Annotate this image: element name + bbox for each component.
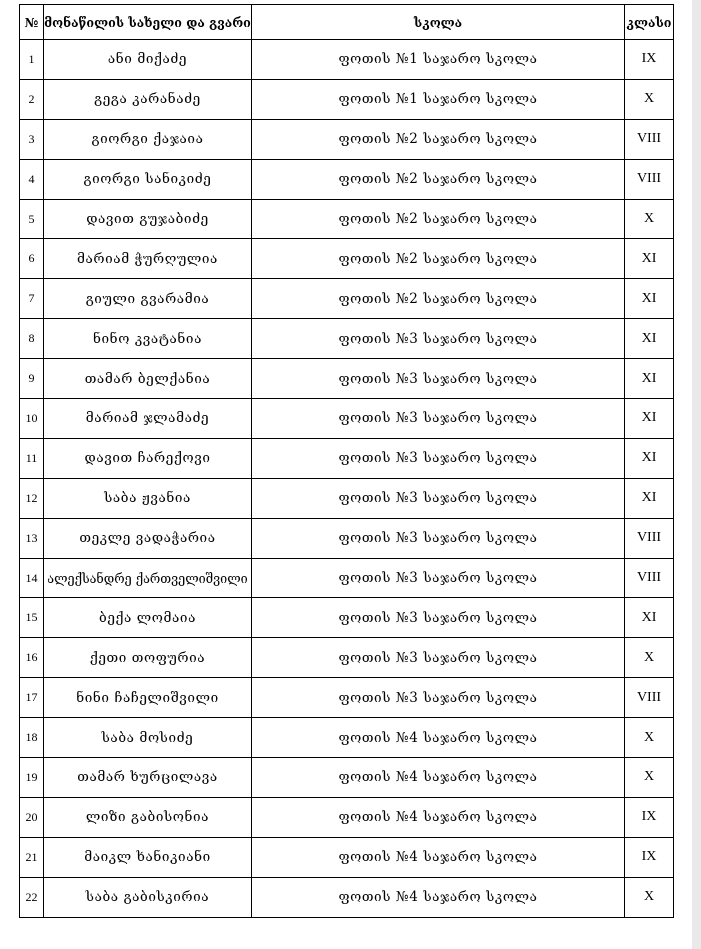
participant-name: ნინი ჩაჩელიშვილი xyxy=(44,678,252,718)
table-row xyxy=(20,638,674,678)
class-grade: XI xyxy=(625,319,674,359)
participant-name: მარიამ ჯლამაძე xyxy=(44,399,252,439)
row-number: 7 xyxy=(20,279,44,319)
row-number: 20 xyxy=(20,797,44,837)
class-grade: IX xyxy=(625,40,674,80)
class-grade: XI xyxy=(625,279,674,319)
class-grade: XI xyxy=(625,598,674,638)
table-row xyxy=(20,837,674,877)
participant-name: საბა გაბისკირია xyxy=(44,877,252,917)
row-number: 9 xyxy=(20,359,44,399)
row-number: 4 xyxy=(20,159,44,199)
class-grade: XI xyxy=(625,478,674,518)
table-row xyxy=(20,199,674,239)
row-number: 14 xyxy=(20,558,44,598)
row-number: 15 xyxy=(20,598,44,638)
row-number: 18 xyxy=(20,718,44,758)
participant-name: ანი მიქაძე xyxy=(44,40,252,80)
class-grade: X xyxy=(625,638,674,678)
table-row xyxy=(20,678,674,718)
participants-table xyxy=(19,4,674,918)
table-row xyxy=(20,438,674,478)
table-row xyxy=(20,399,674,439)
school-name: ფოთის №2 საჯარო სკოლა xyxy=(252,239,625,279)
header-number: № xyxy=(20,5,44,40)
school-name: ფოთის №3 საჯარო სკოლა xyxy=(252,558,625,598)
participant-name: ლიზი გაბისონია xyxy=(44,797,252,837)
school-name: ფოთის №1 საჯარო სკოლა xyxy=(252,79,625,119)
table-body xyxy=(20,40,674,918)
table-row xyxy=(20,518,674,558)
school-name: ფოთის №4 საჯარო სკოლა xyxy=(252,837,625,877)
class-grade: X xyxy=(625,79,674,119)
school-name: ფოთის №1 საჯარო სკოლა xyxy=(252,40,625,80)
school-name: ფოთის №3 საჯარო სკოლა xyxy=(252,319,625,359)
row-number: 17 xyxy=(20,678,44,718)
school-name: ფოთის №2 საჯარო სკოლა xyxy=(252,159,625,199)
row-number: 19 xyxy=(20,758,44,798)
school-name: ფოთის №3 საჯარო სკოლა xyxy=(252,678,625,718)
class-grade: VIII xyxy=(625,558,674,598)
table-row xyxy=(20,478,674,518)
participant-name: თამარ ხურცილავა xyxy=(44,758,252,798)
participant-name: დავით გუჯაბიძე xyxy=(44,199,252,239)
table-row xyxy=(20,239,674,279)
class-grade: IX xyxy=(625,837,674,877)
school-name: ფოთის №3 საჯარო სკოლა xyxy=(252,638,625,678)
participant-name: თამარ ბელქანია xyxy=(44,359,252,399)
participant-name: გეგა კარანაძე xyxy=(44,79,252,119)
school-name: ფოთის №3 საჯარო სკოლა xyxy=(252,518,625,558)
row-number: 22 xyxy=(20,877,44,917)
school-name: ფოთის №2 საჯარო სკოლა xyxy=(252,119,625,159)
class-grade: VIII xyxy=(625,159,674,199)
table-row xyxy=(20,159,674,199)
row-number: 8 xyxy=(20,319,44,359)
table-row xyxy=(20,40,674,80)
participant-name: მარიამ ჭურღულია xyxy=(44,239,252,279)
class-grade: X xyxy=(625,877,674,917)
row-number: 13 xyxy=(20,518,44,558)
participant-name: საბა მოსიძე xyxy=(44,718,252,758)
header-name: მონაწილის სახელი და გვარი xyxy=(44,5,252,40)
table-row xyxy=(20,119,674,159)
school-name: ფოთის №2 საჯარო სკოლა xyxy=(252,279,625,319)
school-name: ფოთის №3 საჯარო სკოლა xyxy=(252,598,625,638)
row-number: 1 xyxy=(20,40,44,80)
row-number: 21 xyxy=(20,837,44,877)
participant-name: ნინო კვატანია xyxy=(44,319,252,359)
row-number: 10 xyxy=(20,399,44,439)
table-row xyxy=(20,797,674,837)
row-number: 5 xyxy=(20,199,44,239)
participant-name: გიული გვარამია xyxy=(44,279,252,319)
school-name: ფოთის №3 საჯარო სკოლა xyxy=(252,438,625,478)
table-row xyxy=(20,718,674,758)
class-grade: X xyxy=(625,199,674,239)
participant-name: თეკლე ვადაჭარია xyxy=(44,518,252,558)
table-header-row xyxy=(20,5,674,40)
table-row xyxy=(20,877,674,917)
school-name: ფოთის №3 საჯარო სკოლა xyxy=(252,478,625,518)
row-number: 16 xyxy=(20,638,44,678)
participant-name: საბა ჟვანია xyxy=(44,478,252,518)
table-row xyxy=(20,758,674,798)
row-number: 2 xyxy=(20,79,44,119)
row-number: 6 xyxy=(20,239,44,279)
header-school: სკოლა xyxy=(252,5,625,40)
participant-name: გიორგი ქაჯაია xyxy=(44,119,252,159)
class-grade: VIII xyxy=(625,119,674,159)
table-row xyxy=(20,359,674,399)
participant-name: გიორგი სანიკიძე xyxy=(44,159,252,199)
participant-name: ქეთი თოფურია xyxy=(44,638,252,678)
class-grade: XI xyxy=(625,239,674,279)
table-row xyxy=(20,558,674,598)
school-name: ფოთის №3 საჯარო სკოლა xyxy=(252,399,625,439)
class-grade: VIII xyxy=(625,518,674,558)
school-name: ფოთის №4 საჯარო სკოლა xyxy=(252,758,625,798)
class-grade: X xyxy=(625,718,674,758)
participant-name: ბექა ლომაია xyxy=(44,598,252,638)
table-row xyxy=(20,319,674,359)
row-number: 11 xyxy=(20,438,44,478)
table-row xyxy=(20,598,674,638)
participant-name: მაიკლ ხანიკიანი xyxy=(44,837,252,877)
row-number: 12 xyxy=(20,478,44,518)
table-row xyxy=(20,279,674,319)
row-number: 3 xyxy=(20,119,44,159)
class-grade: XI xyxy=(625,438,674,478)
school-name: ფოთის №4 საჯარო სკოლა xyxy=(252,718,625,758)
participant-name: ალექსანდრე ქართველიშვილი xyxy=(44,558,252,598)
page-edge-strip xyxy=(692,0,701,949)
class-grade: VIII xyxy=(625,678,674,718)
school-name: ფოთის №4 საჯარო სკოლა xyxy=(252,877,625,917)
participant-name: დავით ჩარექოვი xyxy=(44,438,252,478)
class-grade: XI xyxy=(625,359,674,399)
class-grade: IX xyxy=(625,797,674,837)
table-row xyxy=(20,79,674,119)
class-grade: XI xyxy=(625,399,674,439)
school-name: ფოთის №4 საჯარო სკოლა xyxy=(252,797,625,837)
school-name: ფოთის №2 საჯარო სკოლა xyxy=(252,199,625,239)
class-grade: X xyxy=(625,758,674,798)
header-class: კლასი xyxy=(625,5,674,40)
school-name: ფოთის №3 საჯარო სკოლა xyxy=(252,359,625,399)
